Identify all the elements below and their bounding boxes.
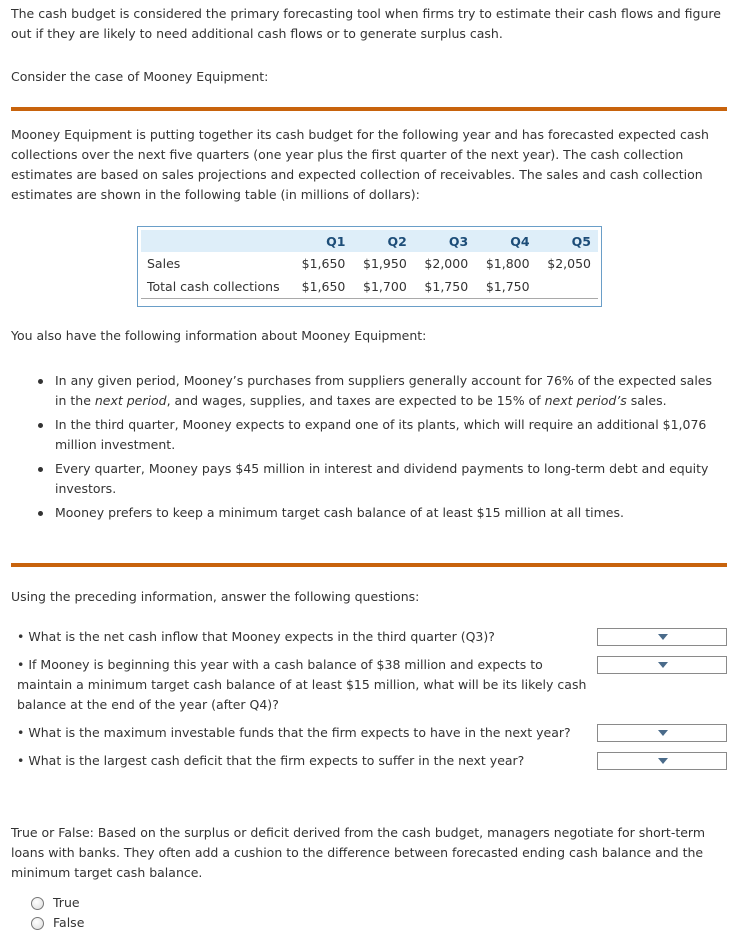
intro-consider: Consider the case of Mooney Equipment: <box>11 69 269 84</box>
dropdown-arrow-icon <box>658 758 668 764</box>
answer-dropdown-q2[interactable] <box>597 656 727 674</box>
table-cell: $1,800 <box>485 256 530 271</box>
table-header: Q4 <box>475 230 536 252</box>
intro-paragraph: The cash budget is considered the primary forecasting tool when firms try to estimate their cash flows and figure out if they are likely to need additional cash flows or to generate surplus cash. <box>11 6 721 41</box>
table-cell: $1,700 <box>352 275 413 298</box>
question-ending-cash-balance: • If Mooney is beginning this year with a cash balance of $38 million and expects to maintain a minimum target cash balance of at least $15 million, what will be its likely cash balance at the end of the year (after Q4)? <box>17 657 587 712</box>
table-header: Q2 <box>352 230 413 252</box>
table-cell: $1,650 <box>291 275 352 298</box>
table-row <box>141 275 598 298</box>
row-label: Sales <box>147 256 181 271</box>
info-bullet-target-balance: Mooney prefers to keep a minimum target cash balance of at least $15 million at all times. <box>55 503 720 523</box>
table-cell: $2,000 <box>424 256 469 271</box>
table-cell: $1,950 <box>363 256 407 271</box>
answer-dropdown-q4[interactable] <box>597 752 727 770</box>
table-header: Q1 <box>291 230 352 252</box>
info-bullet-interest: Every quarter, Mooney pays $45 million in interest and dividend payments to long-term debt and equity investors. <box>55 459 720 499</box>
questions-lead: Using the preceding information, answer the following questions: <box>11 589 420 604</box>
scenario-paragraph: Mooney Equipment is putting together its cash budget for the following year and has forecasted expected cash collections over the next five quarters (one year plus the first quarter of the next year). The cash collection estimates are based on sales projections and expected collection of receivables. The sales and cash collection estimates are shown in the following table (in millions of dollars): <box>11 127 709 202</box>
table-cell: $1,750 <box>414 275 475 298</box>
question-max-investable: • What is the maximum investable funds that the firm expects to have in the next year? <box>17 725 571 740</box>
table-header-row <box>141 230 598 252</box>
section-divider <box>11 107 727 111</box>
table-cell: $1,650 <box>301 256 346 271</box>
table-cell: $2,050 <box>547 256 591 271</box>
question-net-cash-inflow: • What is the net cash inflow that Mooney expects in the third quarter (Q3)? <box>17 629 495 644</box>
question-largest-deficit: • What is the largest cash deficit that the firm expects to suffer in the next year? <box>17 753 525 768</box>
answer-dropdown-q1[interactable] <box>597 628 727 646</box>
dropdown-arrow-icon <box>658 634 668 640</box>
radio-label: False <box>53 915 85 930</box>
radio-button[interactable] <box>31 897 44 910</box>
row-label: Total cash collections <box>141 275 291 298</box>
info-bullet-expansion: In the third quarter, Mooney expects to expand one of its plants, which will require an additional $1,076 million investment. <box>55 415 720 455</box>
table-header: Q3 <box>414 230 475 252</box>
info-bullet-purchases: In any given period, Mooney’s purchases from suppliers generally account for 76% of the expected sales in the next period, and wages, supplies, and taxes are expected to be 15% of next period’s sales. <box>55 371 720 411</box>
answer-dropdown-q3[interactable] <box>597 724 727 742</box>
radio-button[interactable] <box>31 917 44 930</box>
radio-option-true[interactable] <box>31 893 80 913</box>
table-row <box>141 252 598 275</box>
table-cell <box>537 275 598 298</box>
true-false-prompt: True or False: Based on the surplus or deficit derived from the cash budget, managers negotiate for short-term loans with banks. They often add a cushion to the difference between forecasted ending cash balance and the minimum target cash balance. <box>11 825 706 880</box>
section-divider <box>11 563 727 567</box>
table-cell: $1,750 <box>475 275 536 298</box>
dropdown-arrow-icon <box>658 730 668 736</box>
cash-table <box>137 226 602 307</box>
radio-option-false[interactable] <box>31 913 84 933</box>
radio-label: True <box>53 895 80 910</box>
dropdown-arrow-icon <box>658 662 668 668</box>
table-header: Q5 <box>537 230 598 252</box>
info-lead: You also have the following information about Mooney Equipment: <box>11 328 427 343</box>
